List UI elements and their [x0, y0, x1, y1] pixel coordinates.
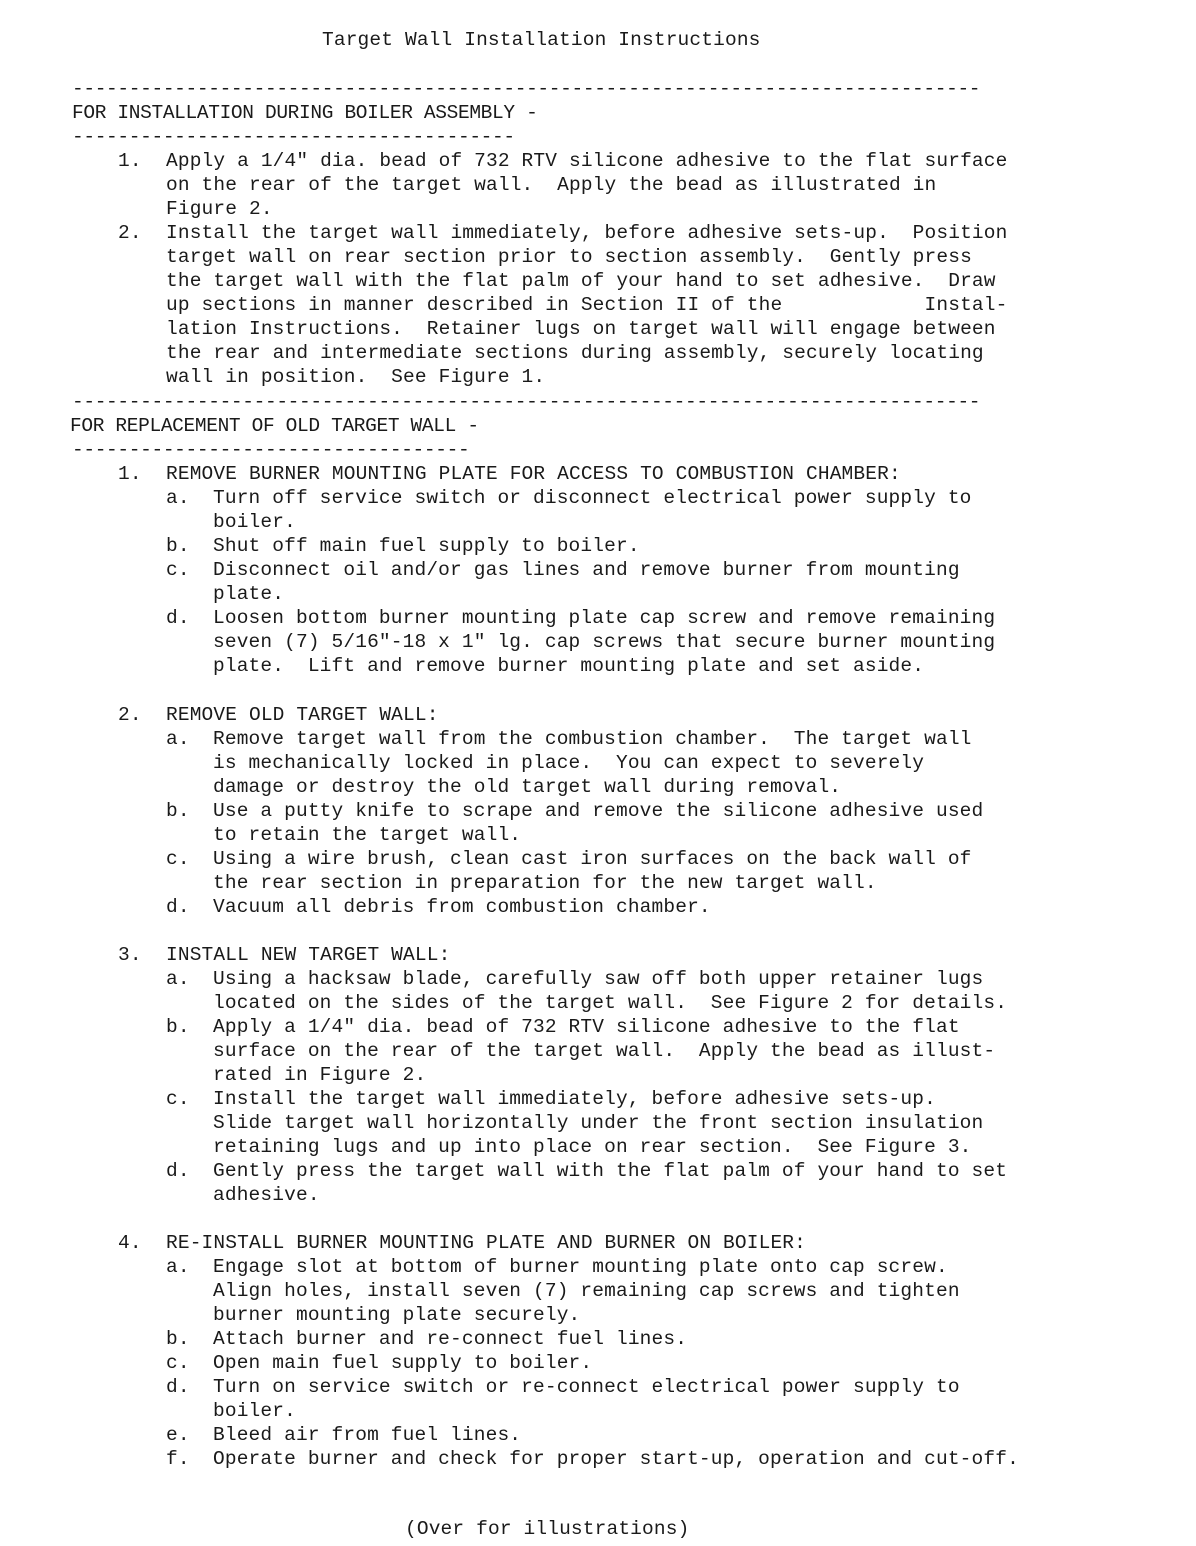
step-number: 1.	[118, 150, 142, 172]
substep-text-line: Slide target wall horizontally under the front section insulation	[213, 1112, 984, 1134]
footer-note: (Over for illustrations)	[405, 1518, 690, 1540]
substep-text-line: Align holes, install seven (7) remaining cap screws and tighten	[213, 1280, 960, 1302]
substep-letter: a.	[166, 1256, 190, 1278]
step-title: INSTALL NEW TARGET WALL:	[166, 944, 451, 966]
divider: --------------------------------------------------------------------------------	[72, 391, 981, 413]
substep-letter: d.	[166, 896, 190, 918]
substep-text-line: the rear section in preparation for the new target wall.	[213, 872, 877, 894]
substep-letter: b.	[166, 1016, 190, 1038]
step-text-line: lation Instructions. Retainer lugs on target wall will engage between	[166, 318, 996, 340]
step-text-line: the target wall with the flat palm of your hand to set adhesive. Draw	[166, 270, 996, 292]
step-text-line: on the rear of the target wall. Apply the bead as illustrated in	[166, 174, 937, 196]
substep-letter: c.	[166, 1352, 190, 1374]
substep-text-line: Using a hacksaw blade, carefully saw off both upper retainer lugs	[213, 968, 984, 990]
substep-text-line: Attach burner and re-connect fuel lines.	[213, 1328, 688, 1350]
section-heading-installation: FOR INSTALLATION DURING BOILER ASSEMBLY -	[72, 102, 538, 124]
step-title: RE-INSTALL BURNER MOUNTING PLATE AND BURNER ON BOILER:	[166, 1232, 807, 1254]
substep-text-line: Open main fuel supply to boiler.	[213, 1352, 593, 1374]
substep-letter: b.	[166, 535, 190, 557]
substep-text-line: burner mounting plate securely.	[213, 1304, 581, 1326]
section-heading-replacement: FOR REPLACEMENT OF OLD TARGET WALL -	[70, 415, 479, 437]
substep-text-line: Engage slot at bottom of burner mounting plate onto cap screw.	[213, 1256, 948, 1278]
substep-text-line: Turn on service switch or re-connect electrical power supply to	[213, 1376, 960, 1398]
substep-text-line: Vacuum all debris from combustion chamber.	[213, 896, 711, 918]
substep-text-line: Turn off service switch or disconnect electrical power supply to	[213, 487, 972, 509]
step-number: 4.	[118, 1232, 142, 1254]
substep-text-line: boiler.	[213, 1400, 296, 1422]
substep-letter: a.	[166, 968, 190, 990]
substep-text-line: boiler.	[213, 511, 296, 533]
divider: -----------------------------------	[72, 439, 470, 461]
substep-text-line: Shut off main fuel supply to boiler.	[213, 535, 640, 557]
substep-letter: f.	[166, 1448, 190, 1470]
substep-letter: d.	[166, 607, 190, 629]
substep-letter: c.	[166, 559, 190, 581]
substep-text-line: seven (7) 5/16"-18 x 1" lg. cap screws that secure burner mounting	[213, 631, 996, 653]
substep-text-line: located on the sides of the target wall. See Figure 2 for details.	[213, 992, 1008, 1014]
page-title: Target Wall Installation Instructions	[322, 29, 761, 51]
substep-letter: b.	[166, 1328, 190, 1350]
step-text-line: Install the target wall immediately, before adhesive sets-up. Position	[166, 222, 1008, 244]
substep-letter: a.	[166, 728, 190, 750]
substep-text-line: Loosen bottom burner mounting plate cap screw and remove remaining	[213, 607, 996, 629]
substep-text-line: is mechanically locked in place. You can expect to severely	[213, 752, 925, 774]
substep-text-line: adhesive.	[213, 1184, 320, 1206]
substep-text-line: Bleed air from fuel lines.	[213, 1424, 522, 1446]
step-text-line: the rear and intermediate sections during assembly, securely locating	[166, 342, 984, 364]
substep-text-line: plate.	[213, 583, 285, 605]
substep-text-line: Apply a 1/4" dia. bead of 732 RTV silicone adhesive to the flat	[213, 1016, 960, 1038]
substep-text-line: Disconnect oil and/or gas lines and remove burner from mounting	[213, 559, 960, 581]
step-text-line: target wall on rear section prior to section assembly. Gently press	[166, 246, 972, 268]
step-number: 3.	[118, 944, 142, 966]
substep-text-line: Operate burner and check for proper start-up, operation and cut-off.	[213, 1448, 1019, 1470]
substep-text-line: damage or destroy the old target wall during removal.	[213, 776, 842, 798]
substep-text-line: Use a putty knife to scrape and remove the silicone adhesive used	[213, 800, 984, 822]
step-text-line: Figure 2.	[166, 198, 273, 220]
step-text-line: up sections in manner described in Section II of the Instal-	[166, 294, 1008, 316]
substep-text-line: retaining lugs and up into place on rear section. See Figure 3.	[213, 1136, 972, 1158]
substep-letter: c.	[166, 848, 190, 870]
substep-letter: c.	[166, 1088, 190, 1110]
substep-text-line: rated in Figure 2.	[213, 1064, 427, 1086]
substep-text-line: Install the target wall immediately, before adhesive sets-up.	[213, 1088, 936, 1110]
divider: ---------------------------------------	[72, 126, 515, 148]
step-number: 2.	[118, 222, 142, 244]
substep-text-line: Gently press the target wall with the flat palm of your hand to set	[213, 1160, 1008, 1182]
step-text-line: Apply a 1/4" dia. bead of 732 RTV silicone adhesive to the flat surface	[166, 150, 1008, 172]
substep-letter: d.	[166, 1160, 190, 1182]
step-number: 2.	[118, 704, 142, 726]
step-text-line: wall in position. See Figure 1.	[166, 366, 546, 388]
substep-text-line: plate. Lift and remove burner mounting plate and set aside.	[213, 655, 925, 677]
step-number: 1.	[118, 463, 142, 485]
substep-text-line: surface on the rear of the target wall. Apply the bead as illust-	[213, 1040, 996, 1062]
substep-text-line: Remove target wall from the combustion chamber. The target wall	[213, 728, 972, 750]
step-title: REMOVE BURNER MOUNTING PLATE FOR ACCESS TO COMBUSTION CHAMBER:	[166, 463, 901, 485]
substep-letter: e.	[166, 1424, 190, 1446]
divider: --------------------------------------------------------------------------------	[72, 78, 981, 100]
substep-letter: d.	[166, 1376, 190, 1398]
substep-letter: b.	[166, 800, 190, 822]
substep-letter: a.	[166, 487, 190, 509]
substep-text-line: to retain the target wall.	[213, 824, 522, 846]
step-title: REMOVE OLD TARGET WALL:	[166, 704, 439, 726]
substep-text-line: Using a wire brush, clean cast iron surfaces on the back wall of	[213, 848, 972, 870]
